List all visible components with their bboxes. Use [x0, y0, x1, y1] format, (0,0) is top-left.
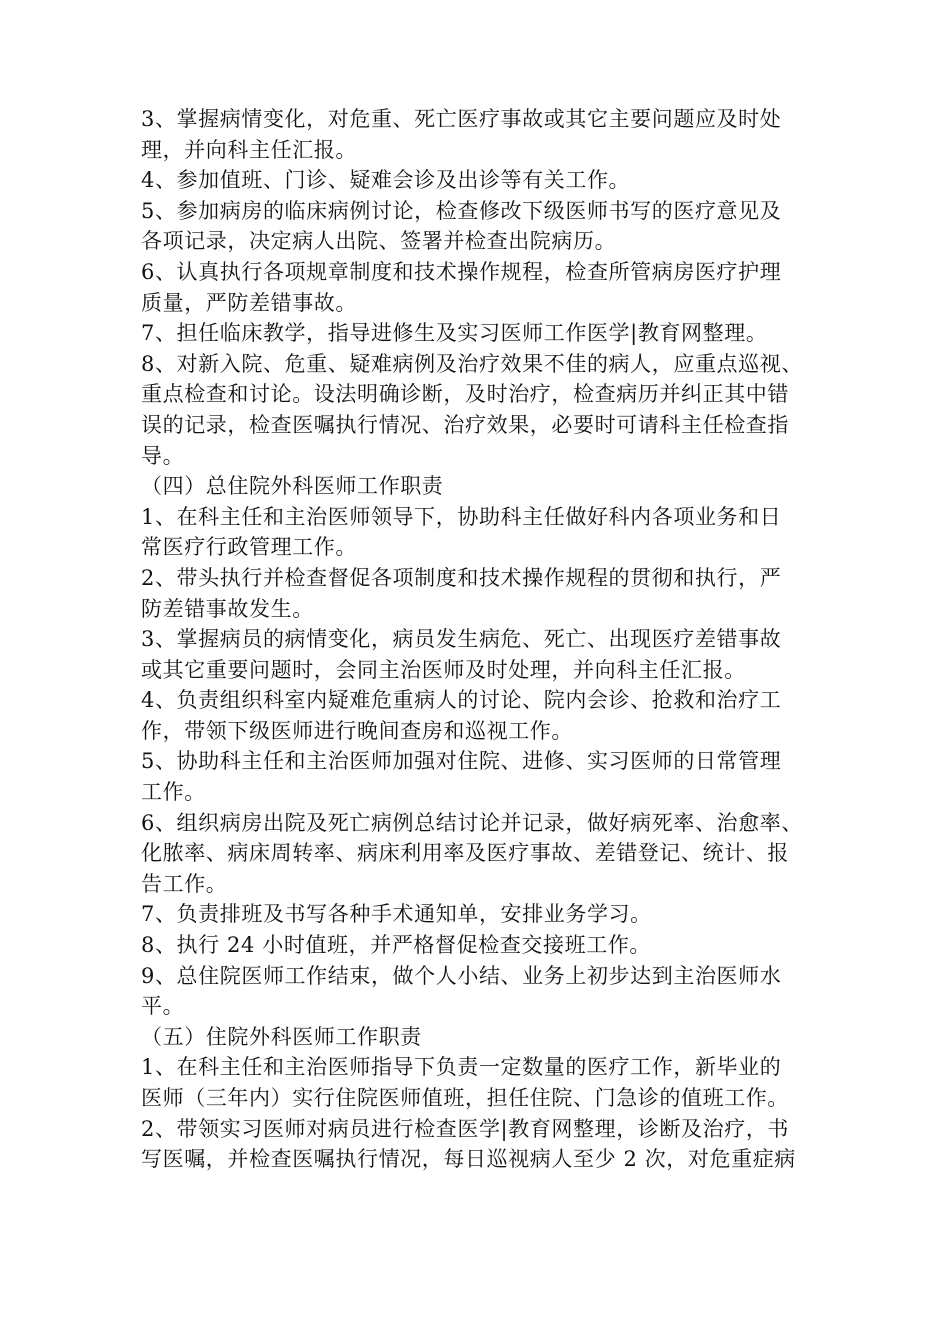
text-line: 6、组织病房出院及死亡病例总结讨论并记录，做好病死率、治愈率、 [141, 810, 803, 835]
text-line: 重点检查和讨论。设法明确诊断，及时治疗，检查病历并纠正其中错 [141, 382, 789, 407]
text-line: 5、参加病房的临床病例讨论，检查修改下级医师书写的医疗意见及 [141, 198, 782, 223]
document-body [141, 104, 831, 1175]
text-line: 8、执行 24 小时值班，并严格督促检查交接班工作。 [141, 933, 652, 958]
text-line: 医师（三年内）实行住院医师值班，担任住院、门急诊的值班工作。 [141, 1086, 789, 1110]
text-line: 8、对新入院、危重、疑难病例及治疗效果不佳的病人，应重点巡视、 [141, 351, 803, 376]
text-line: 工作。 [141, 780, 206, 805]
text-line: 误的记录，检查医嘱执行情况、治疗效果，必要时可请科主任检查指 [141, 412, 789, 437]
text-line: 3、掌握病员的病情变化，病员发生病危、死亡、出现医疗差错事故 [141, 627, 782, 652]
text-line: 常医疗行政管理工作。 [141, 535, 357, 560]
section-heading: （五）住院外科医师工作职责 [141, 1024, 422, 1049]
text-line: 7、负责排班及书写各种手术通知单，安排业务学习。 [141, 902, 652, 927]
text-line: 各项记录，决定病人出院、签署并检查出院病历。 [141, 229, 617, 254]
text-line: 9、总住院医师工作结束，做个人小结、业务上初步达到主治医师水 [141, 963, 782, 988]
text-line: 导。 [141, 443, 185, 468]
text-line: 4、负责组织科室内疑难危重病人的讨论、院内会诊、抢救和治疗工 [141, 688, 782, 713]
text-line: 1、在科主任和主治医师指导下负责一定数量的医疗工作，新毕业的 [141, 1055, 782, 1080]
text-line: 3、掌握病情变化，对危重、死亡医疗事故或其它主要问题应及时处 [141, 107, 782, 131]
text-line: 写医嘱，并检查医嘱执行情况，每日巡视病人至少 2 次，对危重症病 [141, 1147, 796, 1172]
text-line: 2、带头执行并检查督促各项制度和技术操作规程的贯彻和执行，严 [141, 565, 782, 590]
text-line: 4、参加值班、门诊、疑难会诊及出诊等有关工作。 [141, 168, 631, 193]
text-line: 平。 [141, 994, 185, 1019]
text-line: 或其它重要问题时，会同主治医师及时处理，并向科主任汇报。 [141, 657, 746, 682]
text-line: 理，并向科主任汇报。 [141, 137, 357, 162]
text-line: 1、在科主任和主治医师领导下，协助科主任做好科内各项业务和日 [141, 504, 782, 529]
text-line: 防差错事故发生。 [141, 596, 314, 621]
text-line: 质量，严防差错事故。 [141, 290, 357, 315]
section-heading: （四）总住院外科医师工作职责 [141, 474, 444, 499]
text-line: 2、带领实习医师对病员进行检查医学|教育网整理，诊断及治疗，书 [141, 1116, 790, 1141]
text-line: 作，带领下级医师进行晚间查房和巡视工作。 [141, 718, 573, 743]
text-line: 告工作。 [141, 871, 228, 896]
text-line: 6、认真执行各项规章制度和技术操作规程，检查所管病房医疗护理 [141, 259, 782, 284]
text-line: 7、担任临床教学，指导进修生及实习医师工作医学|教育网整理。 [141, 321, 768, 346]
text-line: 5、协助科主任和主治医师加强对住院、进修、实习医师的日常管理 [141, 749, 782, 774]
text-line: 化脓率、病床周转率、病床利用率及医疗事故、差错登记、统计、报 [141, 841, 789, 866]
